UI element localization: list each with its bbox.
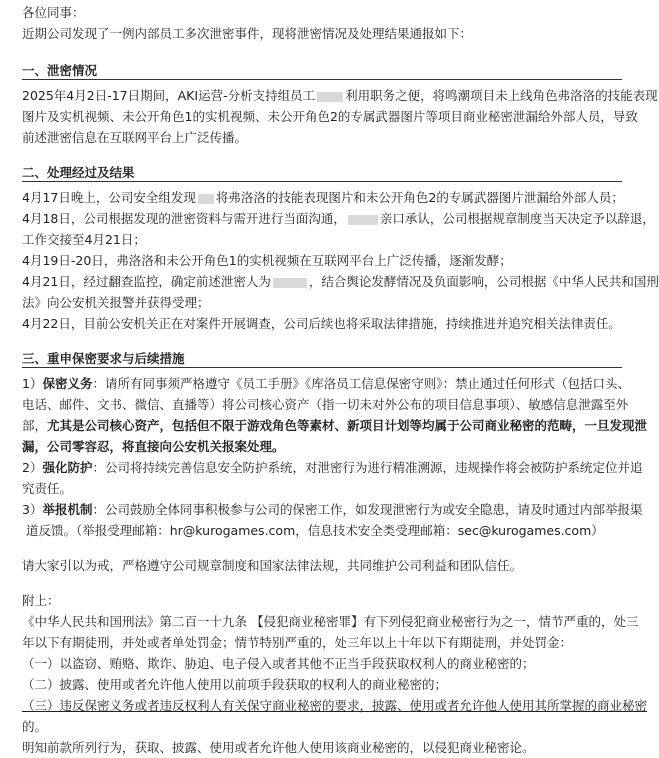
item-number: 3） xyxy=(22,502,43,517)
item-text-bold: 尤其是公司核心资产，包括但不限于游戏角色等素材、新项目计划等均属于公司商业秘密的范畴，一旦发现泄 xyxy=(47,418,648,433)
section-1-line: 前述泄密信息在互联网平台上广泛传播。 xyxy=(22,130,248,145)
section-2-text: 4月18日，公司根据发现的泄密资料与需开进行当面沟通， xyxy=(22,211,346,226)
redacted-name xyxy=(198,194,214,204)
section-2-line: 4月19日-20日，弗洛洛和未公开角色1的实机视频在互联网平台上广泛传播，逐渐发酵； xyxy=(22,253,512,268)
appendix-clause-2: （二）披露、使用或者允许他人使用以前项手段获取的权利人的商业秘密的； xyxy=(22,677,448,692)
appendix-line: 《中华人民共和国刑法》第二百一十九条 【侵犯商业秘密罪】有下列侵犯商业秘密行为之一，情节严重的，处三 xyxy=(22,614,639,629)
section-3-line xyxy=(22,415,648,436)
section-2-title: 二、处理经过及结果 xyxy=(22,165,135,180)
redacted-name xyxy=(273,278,307,288)
section-1-text: 利用职务之便，将鸣潮项目未上线角色弗洛洛的技能表现 xyxy=(345,88,658,103)
section-3-title: 三、重申保密要求与后续措施 xyxy=(22,351,185,366)
closing-paragraph: 请大家引以为戒，严格遵守公司规章制度和国家法律法规，共同维护公司利益和团队信任。 xyxy=(22,558,523,573)
section-2-line: 法》向公安机关报警并获得受理； xyxy=(22,295,210,310)
appendix-title: 附上： xyxy=(22,593,60,608)
appendix-line: 年以下有期徒刑，并处或者单处罚金；情节特别严重的，处三年以上十年以下有期徒刑，并处罚金： xyxy=(22,635,573,650)
appendix-clause-1: （一）以盗窃、贿赂、欺诈、胁迫、电子侵入或者其他不正当手段获取权利人的商业秘密的； xyxy=(22,656,535,671)
section-2-line: 工作交接至4月21日； xyxy=(22,232,146,247)
section-3-item-2 xyxy=(22,457,643,478)
item-text: 部， xyxy=(22,418,48,433)
section-1-divider xyxy=(22,78,622,80)
section-2-line xyxy=(22,187,624,208)
section-2-text: 将弗洛洛的技能表现图片和未公开角色2的专属武器图片泄漏给外部人员； xyxy=(215,190,624,205)
item-label: 强化防护 xyxy=(42,460,93,475)
appendix-clause-3: （三）违反保密义务或者违反权利人有关保守商业秘密的要求，披露、使用或者允许他人使用其所掌握的商业秘密 xyxy=(22,698,648,713)
section-3-line: 漏，公司零容忍，将直接向公安机关报案处理。 xyxy=(22,439,285,454)
appendix-last-line: 明知前款所列行为，获取、披露、使用或者允许他人使用该商业秘密的，以侵犯商业秘密论。 xyxy=(22,740,535,755)
section-3-item-1 xyxy=(22,373,630,394)
section-2-line: 4月22日，目前公安机关正在对案件开展调查，公司后续也将采取法律措施，持续推进并追究相关法律责任。 xyxy=(22,316,621,331)
section-2-text: 4月17日晚上，公司安全组发现 xyxy=(22,190,196,205)
item-label: 保密义务 xyxy=(42,376,93,391)
section-3-line: 电话、邮件、文书、微信、直播等）将公司核心资产（指一切未对外公布的项目信息事项）、敏感信息泄露至外 xyxy=(22,397,629,412)
appendix-clause-3-end: 的。 xyxy=(22,719,48,734)
item-label: 举报机制 xyxy=(42,502,93,517)
section-3-item-3 xyxy=(22,499,643,520)
redacted-name xyxy=(348,215,378,225)
redacted-name xyxy=(317,92,343,102)
section-1-title: 一、泄密情况 xyxy=(22,63,98,78)
section-2-line xyxy=(22,271,659,292)
section-2-text: 亲口承认，公司根据规章制度当天决定予以辞退， xyxy=(379,211,655,226)
item-number: 2） xyxy=(22,460,43,475)
item-number: 1） xyxy=(22,376,43,391)
section-1-line xyxy=(22,85,658,106)
section-1-text: 2025年4月2日-17日期间，AKI运营-分析支持组员工 xyxy=(22,88,316,103)
salutation: 各位同事： xyxy=(22,5,85,20)
item-text: ：公司将持续完善信息安全防护系统，对泄密行为进行精准溯源，违规操作将会被防护系统定位并追 xyxy=(92,460,643,475)
section-3-line: 究责任。 xyxy=(22,481,73,496)
intro-paragraph: 近期公司发现了一例内部员工多次泄密事件，现将泄密情况及处理结果通报如下： xyxy=(22,26,473,41)
section-2-line xyxy=(22,208,655,229)
section-1-line: 图片及实机视频、未公开角色1的实机视频、未公开角色2的专属武器图片等项目商业秘密泄漏给外部人员，导致 xyxy=(22,109,638,124)
section-2-text: ，结合舆论发酵情况及负面影响，公司根据《中华人民共和国刑 xyxy=(308,274,659,289)
item-text: ：请所有同事须严格遵守《员工手册》《库洛员工信息保密守则》：禁止通过任何形式（包括口头、 xyxy=(92,376,630,391)
section-3-line: 道反馈。（举报受理邮箱：hr@kurogames.com，信息技术安全类受理邮箱：sec@kurogames.com） xyxy=(26,523,604,538)
section-2-text: 4月21日，经过翻查监控，确定前述泄密人为 xyxy=(22,274,271,289)
item-text: ：公司鼓励全体同事积极参与公司的保密工作，如发现泄密行为或安全隐患，请及时通过内部举报渠 xyxy=(92,502,643,517)
